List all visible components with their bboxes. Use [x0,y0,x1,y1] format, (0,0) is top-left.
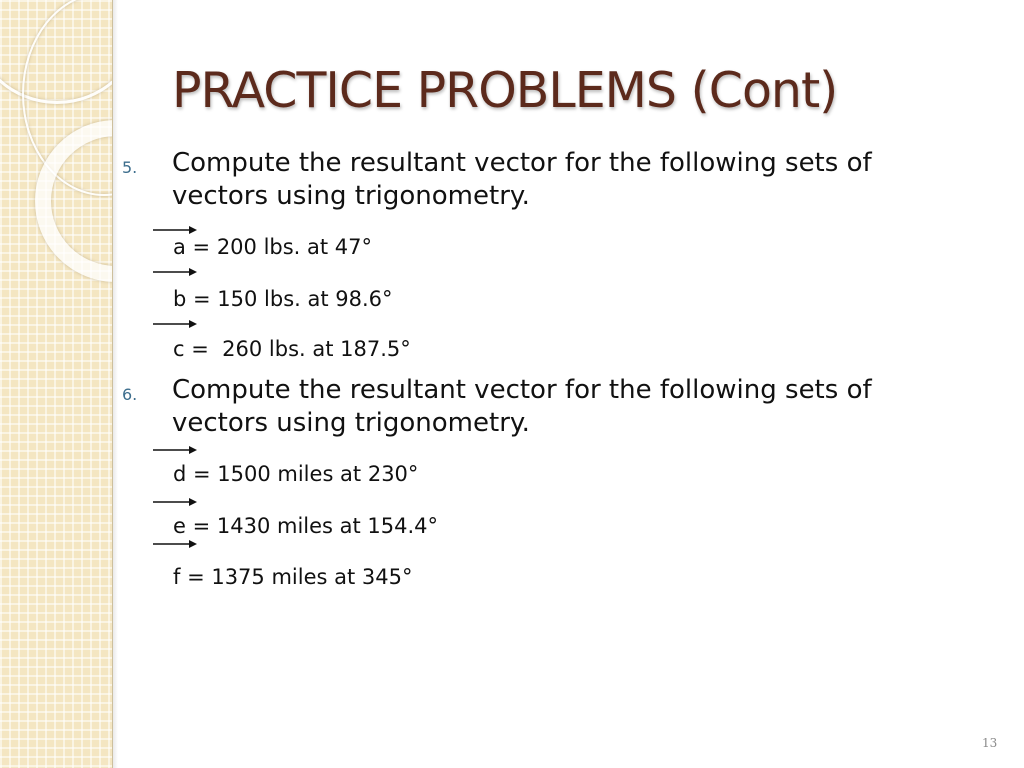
right-arrow-icon [153,268,197,276]
problem-number: 6. [122,385,138,404]
problem-text: Compute the resultant vector for the following sets of vectors using trigonometry. [172,375,872,438]
vector-item: a = 200 lbs. at 47° [173,235,373,259]
vector-item: f = 1375 miles at 345° [173,565,413,589]
right-arrow-icon [153,320,197,328]
slide-title: PRACTICE PROBLEMS (Cont) [172,62,838,119]
vector-item: e = 1430 miles at 154.4° [173,514,439,538]
page-number: 13 [982,736,998,750]
problem-text: Compute the resultant vector for the following sets of vectors using trigonometry. [172,148,872,211]
right-arrow-icon [153,498,197,506]
vector-item: b = 150 lbs. at 98.6° [173,287,393,311]
side-strip-shadow [112,0,118,768]
vector-item: c = 260 lbs. at 187.5° [173,337,411,361]
right-arrow-icon [153,226,197,234]
vector-item: d = 1500 miles at 230° [173,462,419,486]
right-arrow-icon [153,446,197,454]
problem-number: 5. [122,158,138,177]
decorative-side-strip [0,0,113,768]
right-arrow-icon [153,540,197,548]
